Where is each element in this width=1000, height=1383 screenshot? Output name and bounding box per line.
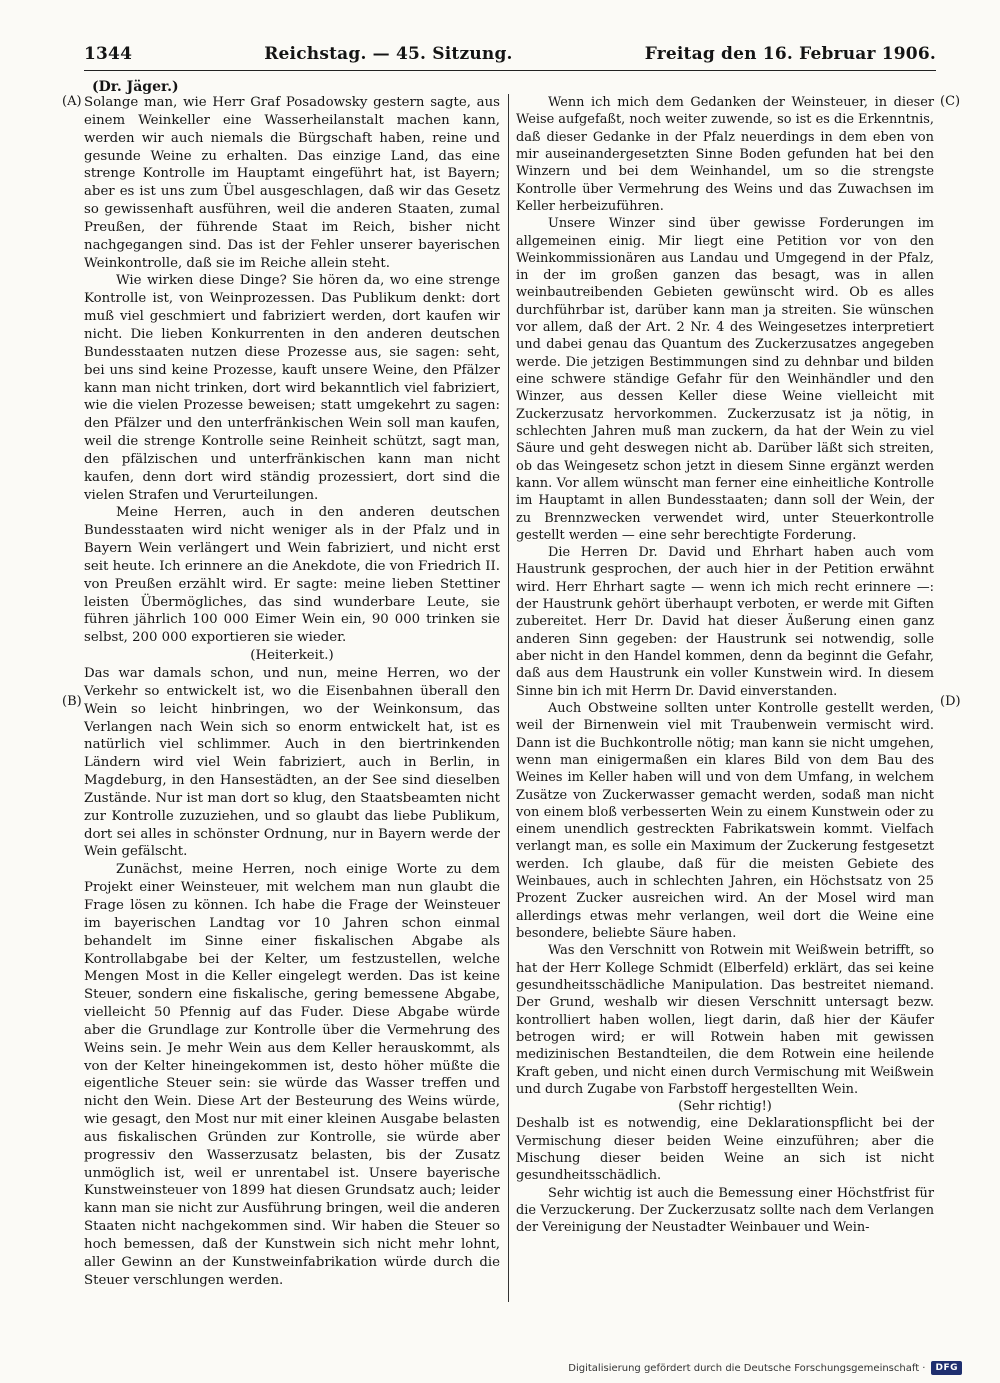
page-number: 1344 [84,44,133,64]
footer [568,1361,962,1375]
interjection: (Sehr richtig!) [678,1099,772,1115]
paragraph: Zunächst, meine Herren, noch einige Worte zu dem Projekt einer Weinsteuer, mit welchem man nun glaubt die Frage lösen zu können. Ich habe die Frage der Weinsteuer im bayerischen Landtag vor 10 Jahren schon einmal behandelt im Sinne einer fiskalischen Abgabe als Kontrollabgabe bei der Kelter, um festzustellen, welche Mengen Most in die Keller eingelegt werden. Das ist keine Steuer, sondern eine fiskalische, gering bemessene Abgabe, vielleicht 50 Pfennig auf das Fuder. Diese Abgabe würde aber die Grundlage zur Kontrolle über die Vermehrung des Weins sein. Je mehr Wein aus dem Keller herauskommt, als von der Kelter hineingekommen ist, desto höher müßte die eigentliche Steuer sein: sie würde das Wasser treffen und nicht den Wein. Diese Art der Besteurung des Weins würde, wie gesagt, den Most nur mit einer kleinen Ausgabe belasten aus fiskalischen Gründen zur Kontrolle, sie würde aber progressiv den Wasserzusatz belasten, bis der Zusatz unmöglich ist, weil er unrentabel ist. Unsere bayerische Kunstweinsteuer von 1899 hat diesen Grundsatz auch; leider kann man sie nicht zur Ausführung bringen, weil die anderen Staaten nicht nachgekommen sind. Wir haben die Steuer so hoch bemessen, daß der Kunstwein sich nicht mehr lohnt, aller Gewinn an der Kunstweinfabrikation würde durch die Steuer verschlungen werden. [84,862,500,1288]
page-header [84,44,936,68]
paragraph: Wie wirken diese Dinge? Sie hören da, wo eine strenge Kontrolle ist, von Weinprozessen. Das Publikum denkt: dort muß viel geschmiert und fabriziert werden, dort kaufen wir nicht. Die lieben Konkurrenten in den anderen deutschen Bundesstaaten nutzen diese Prozesse aus, sie sagen: seht, bei uns sind keine Prozesse, kauft unsere Weine, den Pfälzer kann man nicht trinken, dort wird bekanntlich viel fabriziert, wie die vielen Prozesse beweisen; statt umgekehrt zu sagen: den Pfälzer und den unterfränkischen Wein soll man kaufen, weil die strenge Kontrolle seine Reinheit schützt, sagt man, den pfälzischen und unterfränkischen kann man nicht kaufen, denn dort wird ständig prozessiert, dort sind die vielen Strafen und Verurteilungen. [84,273,500,503]
margin-mark-c: (C) [940,94,961,109]
margin-mark-a: (A) [62,94,82,109]
paragraph: Deshalb ist es notwendig, eine Deklarationspflicht bei der Vermischung dieser beiden Weine einzuführen; aber die Mischung dieser beiden Weine an sich ist nicht gesundheitsschädlich. [516,1116,934,1184]
right-column [516,94,934,1237]
session-title: Reichstag. — 45. Sitzung. [264,44,513,64]
speaker-name: (Dr. Jäger.) [92,79,179,95]
margin-mark-b: (B) [62,694,82,709]
margin-mark-d: (D) [940,694,961,709]
paragraph: Auch Obstweine sollten unter Kontrolle gestellt werden, weil der Birnenwein viel mit Traubenwein vermischt wird. Dann ist die Buchkontrolle nötig; man kann sie nicht umgehen, wenn man einigermaßen ein klares Bild von dem Bau des Weines im Keller haben will und von dem Umfang, in welchem Zusätze von Zuckerwasser gemacht werden, sodaß man nicht von einem bloß verbesserten Wein zu einem Kunstwein oder zu einem unendlich gestreckten Fabrikatswein kommt. Vielfach verlangt man, es solle ein Maximum der Zuckerung festgesetzt werden. Ich glaube, daß für die meisten Gebiete des Weinbaues, auch in schlechten Jahren, ein Höchstsatz von 25 Prozent Zucker ausreichen wird. An der Mosel wird man allerdings etwas mehr verlangen, weil dort die Weine eine besondere, beliebte Säure haben. [516,700,934,941]
paragraph: Solange man, wie Herr Graf Posadowsky gestern sagte, aus einem Weinkeller eine Wasserheilanstalt machen kann, werden wir auch niemals die Bürgschaft haben, reine und gesunde Weine zu erhalten. Das einzige Land, das eine strenge Kontrolle im Hauptamt eingeführt hat, ist Bayern; aber es ist uns zum Übel ausgeschlagen, daß wir das Gesetz so gewissenhaft ausführen, weil die anderen Staaten, zumal Preußen, der führende Staat im Reich, bisher nicht nachgegangen sind. Das ist der Fehler unserer bayerischen Weinkontrolle, daß sie im Reiche allein steht. [84,95,500,271]
session-date: Freitag den 16. Februar 1906. [644,44,936,64]
paragraph: Unsere Winzer sind über gewisse Forderungen im allgemeinen einig. Mir liegt eine Petition vor von den Weinkommissionären aus Landau und Umgegend in der Pfalz, in der im großen ganzen das besagt, was in allen weinbautreibenden Gebieten gewünscht wird. Ob es alles durchführbar ist, darüber kann man ja streiten. Sie wünschen vor allem, daß der Art. 2 Nr. 4 des Weingesetzes interpretiert und dabei genau das Quantum des Zuckerzusatzes angegeben werde. Die jetzigen Bestimmungen sind zu dehnbar und bilden eine schwere ständige Gefahr für den Weinhändler und den Winzer, aus dessen Keller diese Weine vielleicht mit Zuckerzusatz hervorkommen. Zuckerzusatz ist ja nötig, in schlechten Jahren muß man zuckern, da hat der Wein zu viel Säure und geht deswegen nicht ab. Darüber läßt sich streiten, ob das Weingesetz schon jetzt in diesem Sinne ergänzt werden kann. Vor allem wünscht man ferner eine einheitliche Kontrolle im Hauptamt in allen Bundesstaaten; dann soll der Wein, der zu Brennzwecken verwendet wird, unter Steuerkontrolle gestellt werden — eine sehr berechtigte Forderung. [516,216,934,543]
paragraph: Sehr wichtig ist auch die Bemessung einer Höchstfrist für die Verzuckerung. Der Zuckerzusatz sollte nach dem Verlangen der Vereinigung der Neustadter Weinbauer und Wein- [516,1185,934,1236]
paragraph: Wenn ich mich dem Gedanken der Weinsteuer, in dieser Weise aufgefaßt, noch weiter zuwende, so ist es die Erkenntnis, daß dieser Gedanke in der Pfalz neuerdings in dem eben von mir auseinandergesetzten Sinne Boden gefunden hat bei den Winzern und bei dem Weinhandel, um so die strengste Kontrolle über Vermehrung des Weins und das Zuwachsen im Keller herbeizuführen. [516,95,934,214]
column-divider [508,94,509,1302]
footer-text: Digitalisierung gefördert durch die Deutsche Forschungsgemeinschaft · [568,1362,926,1374]
header-rule [84,70,936,71]
left-column [84,94,500,1290]
dfg-logo-icon: DFG [931,1361,962,1375]
paragraph: Was den Verschnitt von Rotwein mit Weißwein betrifft, so hat der Herr Kollege Schmidt (Elberfeld) erklärt, das sei keine gesundheitsschädliche Manipulation. Das bestreitet niemand. Der Grund, weshalb wir diesen Verschnitt untersagt bezw. kontrolliert haben wollen, liegt darin, daß hier der Käufer betrogen wird; er will Rotwein haben mit gewissen medizinischen Bestandteilen, die dem Rotwein eine heilende Kraft geben, und nicht einen durch Vermischung mit Weißwein und durch Zugabe von Farbstoff hergestellten Wein. [516,943,934,1097]
paragraph: Das war damals schon, und nun, meine Herren, wo der Verkehr so entwickelt ist, wo die Eisenbahnen überall den Wein so leicht hinbringen, wo der Weinkonsum, das Verlangen nach Wein sich so enorm entwickelt hat, ist es natürlich viel schlimmer. Auch in den biertrinkenden Ländern wird viel Wein fabriziert, auch in Berlin, in Magdeburg, in den Hansestädten, an der See sind dieselben Zustände. Nur ist man dort so klug, den Staatsbeamten nicht zur Kontrolle zuzuziehen, und so glaubt das liebe Publikum, dort sei alles in schönster Ordnung, nur in Bayern werde der Wein gefälscht. [84,666,500,860]
paragraph: Die Herren Dr. David und Ehrhart haben auch vom Haustrunk gesprochen, der auch hier in der Petition erwähnt wird. Herr Ehrhart sagte — wenn ich mich recht erinnere —: der Haustrunk gehört überhaupt verboten, er werde mit Giften zubereitet. Herr Dr. David hat dieser Äußerung einen ganz anderen Sinn gegeben: der Haustrunk sei notwendig, solle aber nicht in den Handel kommen, denn da beginnt die Gefahr, daß aus dem Haustrunk ein voller Kunstwein wird. In diesem Sinne bin ich mit Herrn Dr. David einverstanden. [516,545,934,699]
interjection: (Heiterkeit.) [250,648,334,664]
paragraph: Meine Herren, auch in den anderen deutschen Bundesstaaten wird nicht weniger als in der Pfalz und in Bayern Wein verlängert und Wein fabriziert, und nicht erst seit heute. Ich erinnere an die Anekdote, die von Friedrich II. von Preußen erzählt wird. Er sagte: meine lieben Stettiner leisten Übermögliches, das sind wunderbare Leute, sie führen jährlich 100 000 Eimer Wein ein, 90 000 trinken sie selbst, 200 000 exportieren sie wieder. [84,505,500,646]
